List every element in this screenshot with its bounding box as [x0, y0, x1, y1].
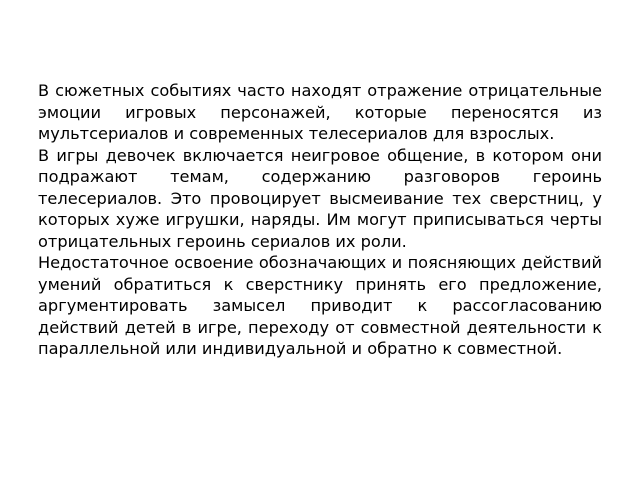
paragraph-2: В игры девочек включается неигровое общение, в котором они подражают темам, содержанию разговоров героинь телесериалов. Это провоцирует высмеивание тех сверстниц, у которых хуже игрушки, наряды. Им могут приписываться черты отрицательных героинь сериалов их роли.: [38, 145, 602, 251]
paragraph-3: Недостаточное освоение обозначающих и поясняющих действий умений обратиться к сверстнику принять его предложение, аргументировать замысел приводит к рассогласованию действий детей в игре, переходу от совместной деятельности к параллельной или индивидуальной и обратно к совместной.: [38, 253, 602, 358]
paragraph-1: В сюжетных событиях часто находят отражение отрицательные эмоции игровых персонажей, которые переносятся из мультсериалов и современных телесериалов для взрослых.: [38, 81, 602, 143]
text-body: [38, 80, 602, 360]
